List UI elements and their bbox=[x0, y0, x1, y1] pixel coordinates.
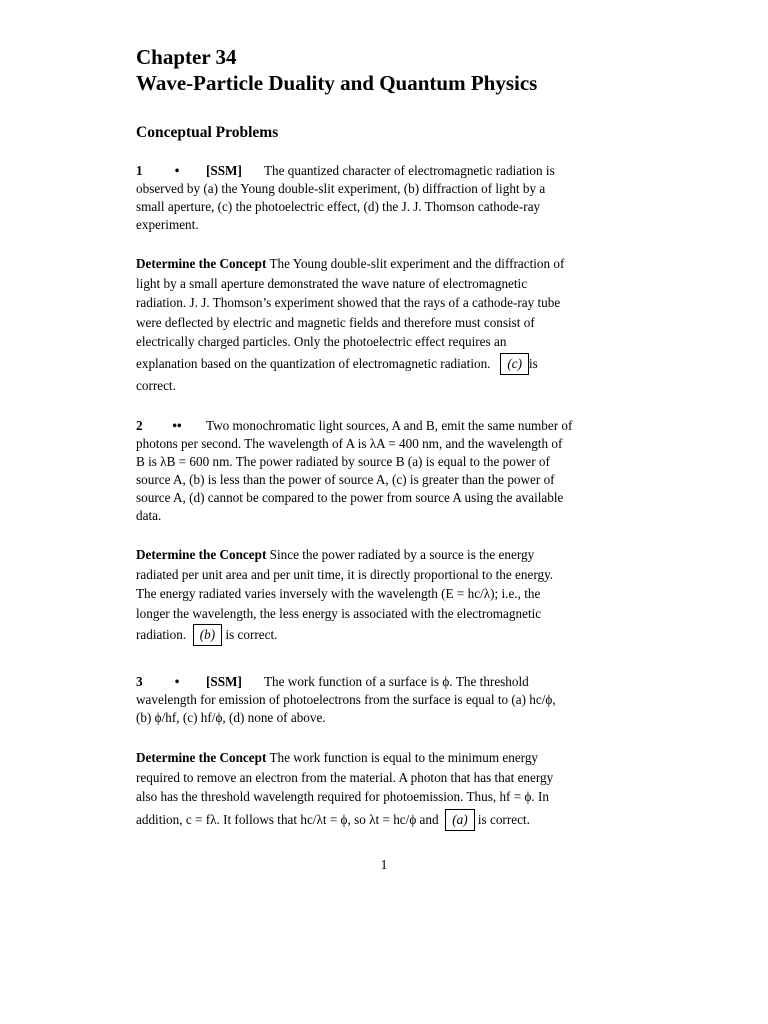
problem-1-line-4: experiment. bbox=[136, 217, 199, 232]
difficulty-dots: • bbox=[174, 674, 180, 689]
answer-box: (b) bbox=[193, 624, 222, 646]
problem-number: 2 bbox=[136, 418, 143, 433]
answer-box: (c) bbox=[500, 353, 529, 375]
answer-2: Determine the Concept Since the power radiated by a source is the energy radiated per unit area and per unit time, it is directly proportional to the energy. The energy radiated varies inversely with the wavelength (E = hc/λ); i.e., the longer the wavelength, the less energy is associated with the electromagnetic radiation. (b) is correct. bbox=[136, 545, 633, 647]
answer-lead: Determine the Concept bbox=[136, 256, 267, 271]
problem-number: 3 bbox=[136, 674, 143, 689]
problem-1-line-2: observed by (a) the Young double-slit experiment, (b) diffraction of light by a bbox=[136, 181, 546, 196]
problem-1-line-1: 1 • [SSM] The quantized character of electromagnetic radiation is bbox=[136, 163, 555, 178]
section-title: Conceptual Problems bbox=[136, 124, 279, 141]
answer-3: Determine the Concept The work function is equal to the minimum energy required to remove an electron from the material. A photon that has that energy also has the threshold wavelength required for photoemission. Thus, hf = ϕ. In addition, c = fλ. It follows that hc/λt = ϕ, so λt = hc/ϕ and (a) is correct. bbox=[136, 748, 633, 833]
answer-lead: Determine the Concept bbox=[136, 547, 267, 562]
ssm-tag: [SSM] bbox=[206, 674, 242, 689]
ssm-tag: [SSM] bbox=[206, 163, 242, 178]
difficulty-dots: • bbox=[174, 163, 180, 178]
problem-3: 3 • [SSM] The work function of a surface is ϕ. The threshold wavelength for emission of photoelectrons from the surface is equal to (a) hc/ϕ, (b) ϕ/hf, (c) hf/ϕ, (d) none of above. bbox=[136, 674, 556, 725]
page-number: 1 bbox=[380, 857, 388, 872]
chapter-title: Wave-Particle Duality and Quantum Physics bbox=[136, 71, 538, 95]
problem-2: 2 •• Two monochromatic light sources, A and B, emit the same number of photons per second. The wavelength of A is λA = 400 nm, and the wavelength of B is λB = 600 nm. The power radiated by source B (a) is equal to the power of source A, (b) is less than the power of source A, (c) is greater than the power of source A, (d) cannot be compared to the power from source A using the available data. bbox=[136, 418, 573, 523]
problem-1 bbox=[136, 162, 633, 234]
answer-lead: Determine the Concept bbox=[136, 750, 267, 765]
problem-number: 1 bbox=[136, 163, 143, 178]
chapter-number: Chapter 34 bbox=[136, 45, 237, 69]
problem-1-line-3: small aperture, (c) the photoelectric effect, (d) the J. J. Thomson cathode-ray bbox=[136, 199, 541, 214]
answer-1: Determine the Concept The Young double-slit experiment and the diffraction of light by a small aperture demonstrated the wave nature of electromagnetic radiation. J. J. Thomson’s experiment showed that the rays of a cathode-ray tube were deflected by electric and magnetic fields and therefore must consist of electrically charged particles. Only the photoelectric effect requires an explanation based on the quantization of electromagnetic radiation. (c) is correct. bbox=[136, 256, 565, 393]
answer-box: (a) bbox=[445, 809, 474, 831]
difficulty-dots: •• bbox=[172, 418, 182, 433]
chapter-heading bbox=[136, 44, 633, 96]
